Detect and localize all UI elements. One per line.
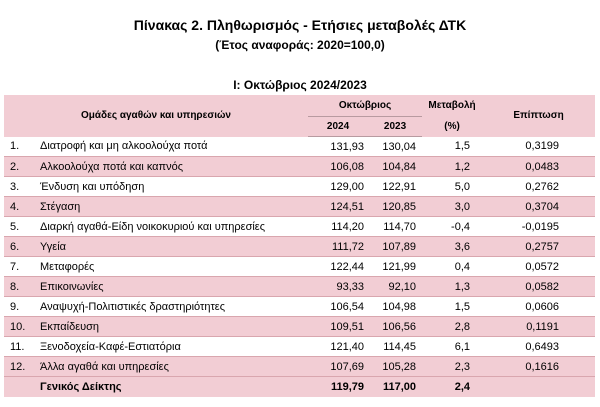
table-row — [4, 357, 595, 377]
table-header — [4, 95, 595, 137]
row-category: Διαρκή αγαθά-Είδη νοικοκυριού και υπηρεσίες — [38, 217, 308, 237]
row-weight: 0,3704 — [482, 197, 595, 217]
table-row — [4, 237, 595, 257]
row-change: 2,3 — [422, 357, 482, 377]
table-row — [4, 297, 595, 317]
row-category: Διατροφή και μη αλκοολούχα ποτά — [38, 137, 308, 157]
header-october: Οκτώβριος — [308, 95, 422, 117]
row-category: Μεταφορές — [38, 257, 308, 277]
row-value-2024: 106,54 — [308, 297, 368, 317]
row-weight: 0,1616 — [482, 357, 595, 377]
row-value-2024: 129,00 — [308, 177, 368, 197]
row-weight: 0,0582 — [482, 277, 595, 297]
table-row — [4, 277, 595, 297]
row-value-2023: 130,04 — [368, 137, 422, 157]
row-weight: 0,6493 — [482, 337, 595, 357]
header-groups: Ομάδες αγαθών και υπηρεσιών — [4, 95, 308, 137]
base-year-note: (Έτος αναφοράς: 2020=100,0) — [215, 38, 385, 52]
row-category: Ένδυση και υπόδηση — [38, 177, 308, 197]
row-value-2024: 111,72 — [308, 237, 368, 257]
row-change: 0,4 — [422, 257, 482, 277]
row-weight: -0,0195 — [482, 217, 595, 237]
row-value-2023: 120,85 — [368, 197, 422, 217]
row-number: 10. — [4, 317, 38, 337]
row-value-2023: 104,98 — [368, 297, 422, 317]
total-row — [4, 377, 595, 398]
row-change: 6,1 — [422, 337, 482, 357]
row-category: Επικοινωνίες — [38, 277, 308, 297]
row-value-2023: 114,45 — [368, 337, 422, 357]
row-number: 4. — [4, 197, 38, 217]
table-row — [4, 157, 595, 177]
row-value-2023: 107,89 — [368, 237, 422, 257]
table-body — [4, 137, 595, 377]
header-weight: Επίπτωση — [482, 95, 595, 137]
row-change: 3,0 — [422, 197, 482, 217]
table-row — [4, 197, 595, 217]
row-weight: 0,0606 — [482, 297, 595, 317]
table-row — [4, 217, 595, 237]
section-title: Ι: Οκτώβριος 2024/2023 — [233, 78, 367, 92]
row-category: Στέγαση — [38, 197, 308, 217]
row-change: 1,2 — [422, 157, 482, 177]
row-weight: 0,1191 — [482, 317, 595, 337]
total-weight — [482, 377, 595, 398]
row-value-2024: 121,40 — [308, 337, 368, 357]
row-value-2024: 109,51 — [308, 317, 368, 337]
row-value-2024: 93,33 — [308, 277, 368, 297]
row-category: Εκπαίδευση — [38, 317, 308, 337]
row-weight: 0,0483 — [482, 157, 595, 177]
total-label: Γενικός Δείκτης — [38, 377, 308, 398]
row-change: 1,5 — [422, 137, 482, 157]
row-value-2023: 104,84 — [368, 157, 422, 177]
row-value-2024: 114,20 — [308, 217, 368, 237]
row-change: -0,4 — [422, 217, 482, 237]
total-no — [4, 377, 38, 398]
row-number: 5. — [4, 217, 38, 237]
row-value-2023: 121,99 — [368, 257, 422, 277]
row-number: 7. — [4, 257, 38, 277]
row-value-2023: 92,10 — [368, 277, 422, 297]
row-value-2024: 122,44 — [308, 257, 368, 277]
row-value-2024: 106,08 — [308, 157, 368, 177]
row-change: 5,0 — [422, 177, 482, 197]
total-change: 2,4 — [422, 377, 482, 398]
row-number: 9. — [4, 297, 38, 317]
header-change: Μεταβολή — [422, 95, 482, 117]
header-change-unit: (%) — [422, 117, 482, 137]
table-row — [4, 137, 595, 157]
row-weight: 0,2762 — [482, 177, 595, 197]
header-year-2023: 2023 — [368, 117, 422, 137]
row-number: 1. — [4, 137, 38, 157]
row-value-2023: 106,56 — [368, 317, 422, 337]
row-number: 2. — [4, 157, 38, 177]
row-value-2023: 105,28 — [368, 357, 422, 377]
row-value-2023: 122,91 — [368, 177, 422, 197]
table-row — [4, 257, 595, 277]
row-number: 11. — [4, 337, 38, 357]
row-number: 6. — [4, 237, 38, 257]
row-category: Αναψυχή-Πολιτιστικές δραστηριότητες — [38, 297, 308, 317]
row-weight: 0,0572 — [482, 257, 595, 277]
row-value-2024: 124,51 — [308, 197, 368, 217]
header-year-2024: 2024 — [308, 117, 368, 137]
row-value-2023: 114,70 — [368, 217, 422, 237]
row-weight: 0,3199 — [482, 137, 595, 157]
row-category: Αλκοολούχα ποτά και καπνός — [38, 157, 308, 177]
row-change: 1,5 — [422, 297, 482, 317]
row-change: 3,6 — [422, 237, 482, 257]
table-row — [4, 317, 595, 337]
row-number: 8. — [4, 277, 38, 297]
table-title: Πίνακας 2. Πληθωρισμός - Ετήσιες μεταβολές ΔΤΚ — [133, 17, 467, 33]
row-change: 2,8 — [422, 317, 482, 337]
row-number: 3. — [4, 177, 38, 197]
table-row — [4, 337, 595, 357]
total-2023: 117,00 — [368, 377, 422, 398]
row-value-2024: 131,93 — [308, 137, 368, 157]
row-category: Άλλα αγαθά και υπηρεσίες — [38, 357, 308, 377]
row-category: Υγεία — [38, 237, 308, 257]
row-weight: 0,2757 — [482, 237, 595, 257]
table-row — [4, 177, 595, 197]
row-change: 1,3 — [422, 277, 482, 297]
row-number: 12. — [4, 357, 38, 377]
row-value-2024: 107,69 — [308, 357, 368, 377]
row-category: Ξενοδοχεία-Καφέ-Εστιατόρια — [38, 337, 308, 357]
inflation-table — [4, 95, 595, 397]
total-2024: 119,79 — [308, 377, 368, 398]
